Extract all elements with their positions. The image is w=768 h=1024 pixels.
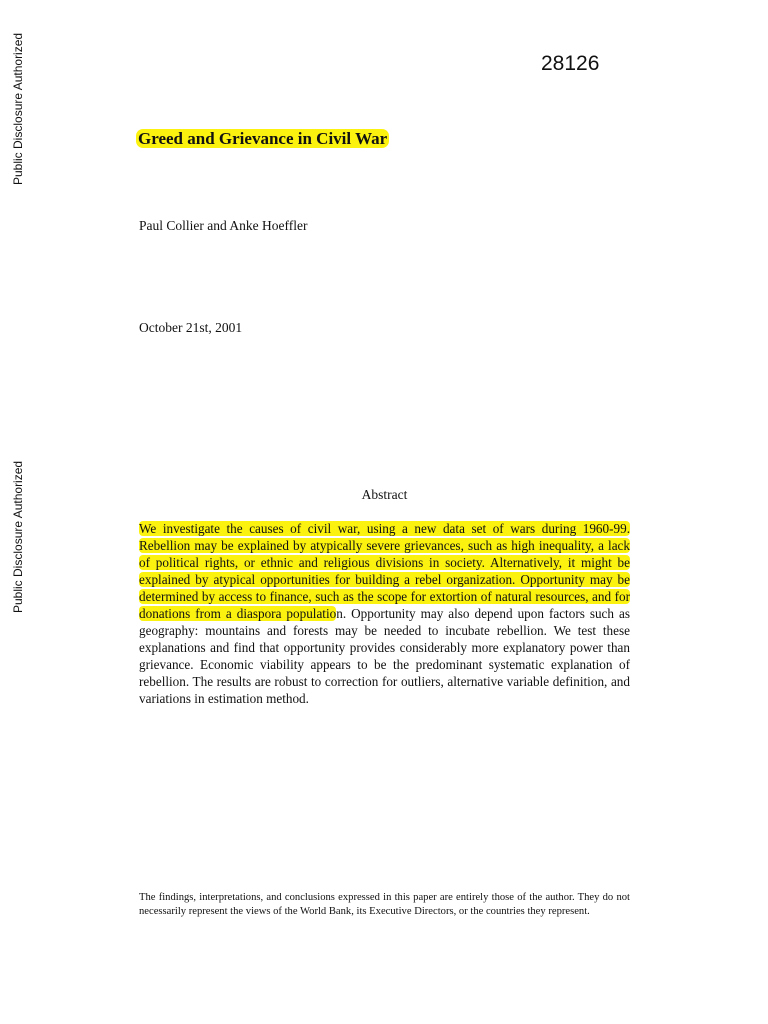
publication-date: October 21st, 2001: [139, 320, 243, 335]
title-highlight: Greed and Grievance in Civil War: [138, 129, 388, 148]
paper-title: [136, 126, 389, 152]
abstract-heading: Abstract: [361, 487, 408, 502]
disclaimer-footnote: The findings, interpretations, and conclusions expressed in this paper are entirely those of the author. They do not necessarily represent the views of the World Bank, its Executive Directors, or the countries they represent.: [139, 892, 630, 917]
document-number: 28126: [541, 52, 600, 75]
abstract-plain-text: n. Opportunity may also depend upon factors such as geography: mountains and forests may be needed to incubate rebellion. We test these explanations and find that opportunity provides considerably more explanatory power than grievance. Economic viability appears to be the predominant systematic explanation of rebellion. The results are robust to correction for outliers, alternative variable definition, and variations in estimation method.: [139, 606, 630, 706]
abstract-body: [139, 520, 630, 707]
public-disclosure-stamp-middle: Public Disclosure Authorized: [11, 460, 25, 614]
abstract-highlighted-text: We investigate the causes of civil war, using a new data set of wars during 1960-99. Rebellion may be explained by atypically severe grievances, such as high inequality, a lack of political rights, or ethnic and religious divisions in society. Alternatively, it might be explained by atypical opportunities for building a rebel organization. Opportunity may be determined by access to finance, such as the scope for extortion of natural resources, and for donations from a diaspora populatio: [139, 521, 630, 621]
public-disclosure-stamp-top: Public Disclosure Authorized: [11, 32, 25, 186]
authors: Paul Collier and Anke Hoeffler: [139, 218, 308, 233]
